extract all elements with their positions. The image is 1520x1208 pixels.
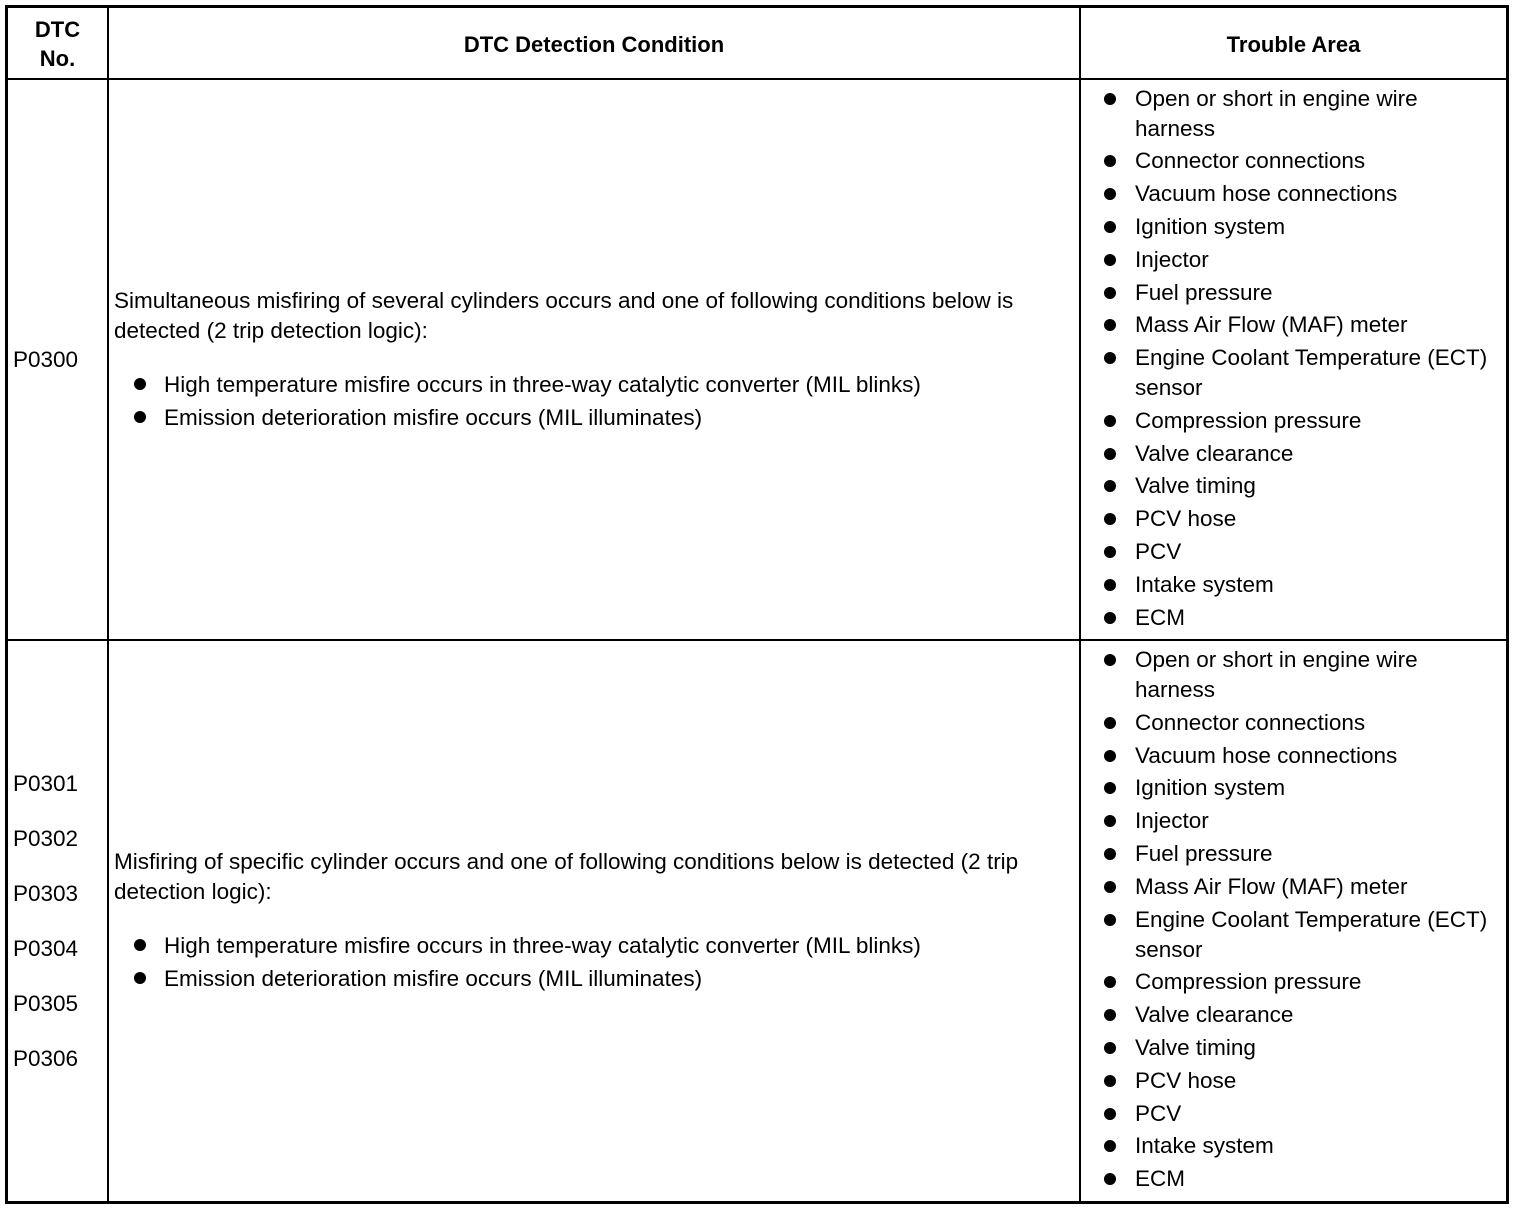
- trouble-area-item: [1081, 310, 1506, 340]
- trouble-area-item: [1081, 806, 1506, 836]
- bullet-icon: [1104, 1173, 1116, 1185]
- bullet-icon: [1104, 480, 1116, 492]
- trouble-area-item: [1081, 179, 1506, 209]
- bullet-icon: [1104, 513, 1116, 525]
- bullet-icon: [1104, 881, 1116, 893]
- bullet-icon: [1104, 221, 1116, 233]
- trouble-area-text: Compression pressure: [1135, 969, 1362, 995]
- trouble-area-item: [1081, 439, 1506, 469]
- trouble-area-text: Valve timing: [1135, 473, 1256, 499]
- trouble-area-item: [1081, 1099, 1506, 1129]
- bullet-icon: [1104, 750, 1116, 762]
- dtc-code: P0301: [13, 771, 79, 796]
- condition-item-text: High temperature misfire occurs in three-way catalytic converter (MIL blinks): [164, 371, 921, 397]
- header-dtc-no: [8, 8, 107, 80]
- trouble-area-text: Injector: [1135, 246, 1209, 272]
- trouble-area-text: Valve timing: [1135, 1034, 1256, 1060]
- trouble-area-text: Ignition system: [1135, 213, 1286, 239]
- bullet-icon: [1104, 415, 1116, 427]
- header-trouble-area: [1081, 8, 1506, 80]
- trouble-area-item: [1081, 471, 1506, 501]
- bullet-icon: [1104, 1042, 1116, 1054]
- condition-list: [114, 368, 1064, 434]
- column-divider: [107, 8, 109, 1201]
- trouble-area-item: [1081, 146, 1506, 176]
- trouble-area-text: Ignition system: [1135, 775, 1286, 801]
- row2-condition-cell: [114, 641, 1064, 1201]
- bullet-icon: [1104, 848, 1116, 860]
- trouble-area-item: [1081, 905, 1506, 965]
- trouble-area-item: [1081, 343, 1506, 403]
- bullet-icon: [134, 411, 146, 423]
- trouble-area-text: ECM: [1135, 1166, 1185, 1192]
- trouble-area-item: [1081, 741, 1506, 771]
- trouble-area-text: Mass Air Flow (MAF) meter: [1135, 312, 1408, 338]
- trouble-area-item: [1081, 1066, 1506, 1096]
- bullet-icon: [134, 378, 146, 390]
- bullet-icon: [1104, 1108, 1116, 1120]
- trouble-area-text: Connector connections: [1135, 148, 1366, 174]
- trouble-area-text: PCV: [1135, 539, 1182, 565]
- row1-trouble-area-cell: [1081, 80, 1506, 639]
- row2-dtc-cell: [13, 641, 105, 1201]
- condition-item-text: High temperature misfire occurs in three-way catalytic converter (MIL blinks): [164, 933, 921, 958]
- trouble-area-item: [1081, 1164, 1506, 1194]
- trouble-area-item: [1081, 872, 1506, 902]
- row1-condition-cell: [114, 80, 1064, 639]
- condition-list: [114, 929, 1064, 995]
- bullet-icon: [1104, 1140, 1116, 1152]
- condition-item: [114, 401, 1064, 434]
- dtc-code: P0304: [13, 936, 79, 961]
- bullet-icon: [1104, 782, 1116, 794]
- condition-item: [114, 368, 1064, 401]
- bullet-icon: [1104, 319, 1116, 331]
- trouble-area-item: [1081, 504, 1506, 534]
- trouble-area-text: Engine Coolant Temperature (ECT) sensor: [1135, 906, 1488, 962]
- dtc-code: P0303: [13, 881, 79, 906]
- condition-text: Misfiring of specific cylinder occurs and one of following conditions below is detected (2 trip detection logic):: [114, 849, 1019, 904]
- trouble-area-item: [1081, 278, 1506, 308]
- condition-item-text: Emission deterioration misfire occurs (MIL illuminates): [164, 966, 703, 991]
- condition-item: [114, 929, 1064, 962]
- bullet-icon: [1104, 654, 1116, 666]
- bullet-icon: [1104, 815, 1116, 827]
- bullet-icon: [1104, 612, 1116, 624]
- trouble-area-text: Vacuum hose connections: [1135, 181, 1398, 207]
- trouble-area-item: [1081, 1131, 1506, 1161]
- trouble-area-text: PCV: [1135, 1100, 1182, 1126]
- trouble-area-text: Vacuum hose connections: [1135, 742, 1398, 768]
- trouble-area-item: [1081, 570, 1506, 600]
- bullet-icon: [1104, 155, 1116, 167]
- trouble-area-item: [1081, 537, 1506, 567]
- bullet-icon: [1104, 914, 1116, 926]
- trouble-area-text: Open or short in engine wire harness: [1135, 647, 1418, 703]
- trouble-area-text: PCV hose: [1135, 1067, 1237, 1093]
- trouble-area-list: [1081, 645, 1506, 1197]
- trouble-area-text: PCV hose: [1135, 506, 1237, 532]
- trouble-area-text: Mass Air Flow (MAF) meter: [1135, 873, 1408, 899]
- header-detection-condition-label: DTC Detection Condition: [463, 31, 725, 57]
- trouble-area-item: [1081, 708, 1506, 738]
- bullet-icon: [1104, 254, 1116, 266]
- condition-item-text: Emission deterioration misfire occurs (MIL illuminates): [164, 404, 703, 430]
- trouble-area-item: [1081, 245, 1506, 275]
- trouble-area-item: [1081, 645, 1506, 705]
- trouble-area-text: Engine Coolant Temperature (ECT) sensor: [1135, 345, 1488, 401]
- bullet-icon: [1104, 546, 1116, 558]
- bullet-icon: [1104, 1009, 1116, 1021]
- bullet-icon: [134, 939, 146, 951]
- bullet-icon: [1104, 976, 1116, 988]
- trouble-area-text: Injector: [1135, 808, 1209, 834]
- trouble-area-text: Intake system: [1135, 1133, 1274, 1159]
- dtc-code: P0302: [13, 826, 79, 851]
- trouble-area-item: [1081, 1033, 1506, 1063]
- condition-item: [114, 962, 1064, 995]
- trouble-area-list: [1081, 84, 1506, 636]
- row1-dtc-cell: [13, 80, 105, 639]
- header-trouble-area-label: Trouble Area: [1226, 31, 1361, 57]
- bullet-icon: [1104, 448, 1116, 460]
- trouble-area-item: [1081, 406, 1506, 436]
- trouble-area-item: [1081, 84, 1506, 144]
- dtc-table: [5, 5, 1509, 1204]
- trouble-area-text: Fuel pressure: [1135, 279, 1273, 305]
- condition-text: Simultaneous misfiring of several cylinders occurs and one of following conditions below is detected (2 trip detection logic):: [114, 287, 1014, 343]
- header-dtc-no-label: DTC No.: [34, 17, 81, 71]
- bullet-icon: [1104, 717, 1116, 729]
- trouble-area-item: [1081, 212, 1506, 242]
- row2-trouble-area-cell: [1081, 641, 1506, 1201]
- trouble-area-item: [1081, 773, 1506, 803]
- trouble-area-item: [1081, 839, 1506, 869]
- trouble-area-text: Fuel pressure: [1135, 841, 1273, 866]
- trouble-area-text: Compression pressure: [1135, 407, 1362, 433]
- trouble-area-item: [1081, 967, 1506, 997]
- bullet-icon: [1104, 579, 1116, 591]
- trouble-area-text: Valve clearance: [1135, 440, 1294, 466]
- bullet-icon: [134, 972, 146, 984]
- bullet-icon: [1104, 287, 1116, 299]
- dtc-code: P0300: [13, 346, 79, 372]
- trouble-area-text: ECM: [1135, 604, 1185, 630]
- bullet-icon: [1104, 352, 1116, 364]
- bullet-icon: [1104, 188, 1116, 200]
- trouble-area-text: Intake system: [1135, 571, 1274, 597]
- dtc-code: P0306: [13, 1046, 79, 1071]
- trouble-area-item: [1081, 1000, 1506, 1030]
- dtc-code: P0305: [13, 991, 79, 1016]
- trouble-area-text: Connector connections: [1135, 709, 1366, 735]
- header-detection-condition: [109, 8, 1079, 80]
- trouble-area-text: Valve clearance: [1135, 1002, 1294, 1028]
- trouble-area-text: Open or short in engine wire harness: [1135, 85, 1418, 141]
- bullet-icon: [1104, 1075, 1116, 1087]
- trouble-area-item: [1081, 603, 1506, 633]
- bullet-icon: [1104, 93, 1116, 105]
